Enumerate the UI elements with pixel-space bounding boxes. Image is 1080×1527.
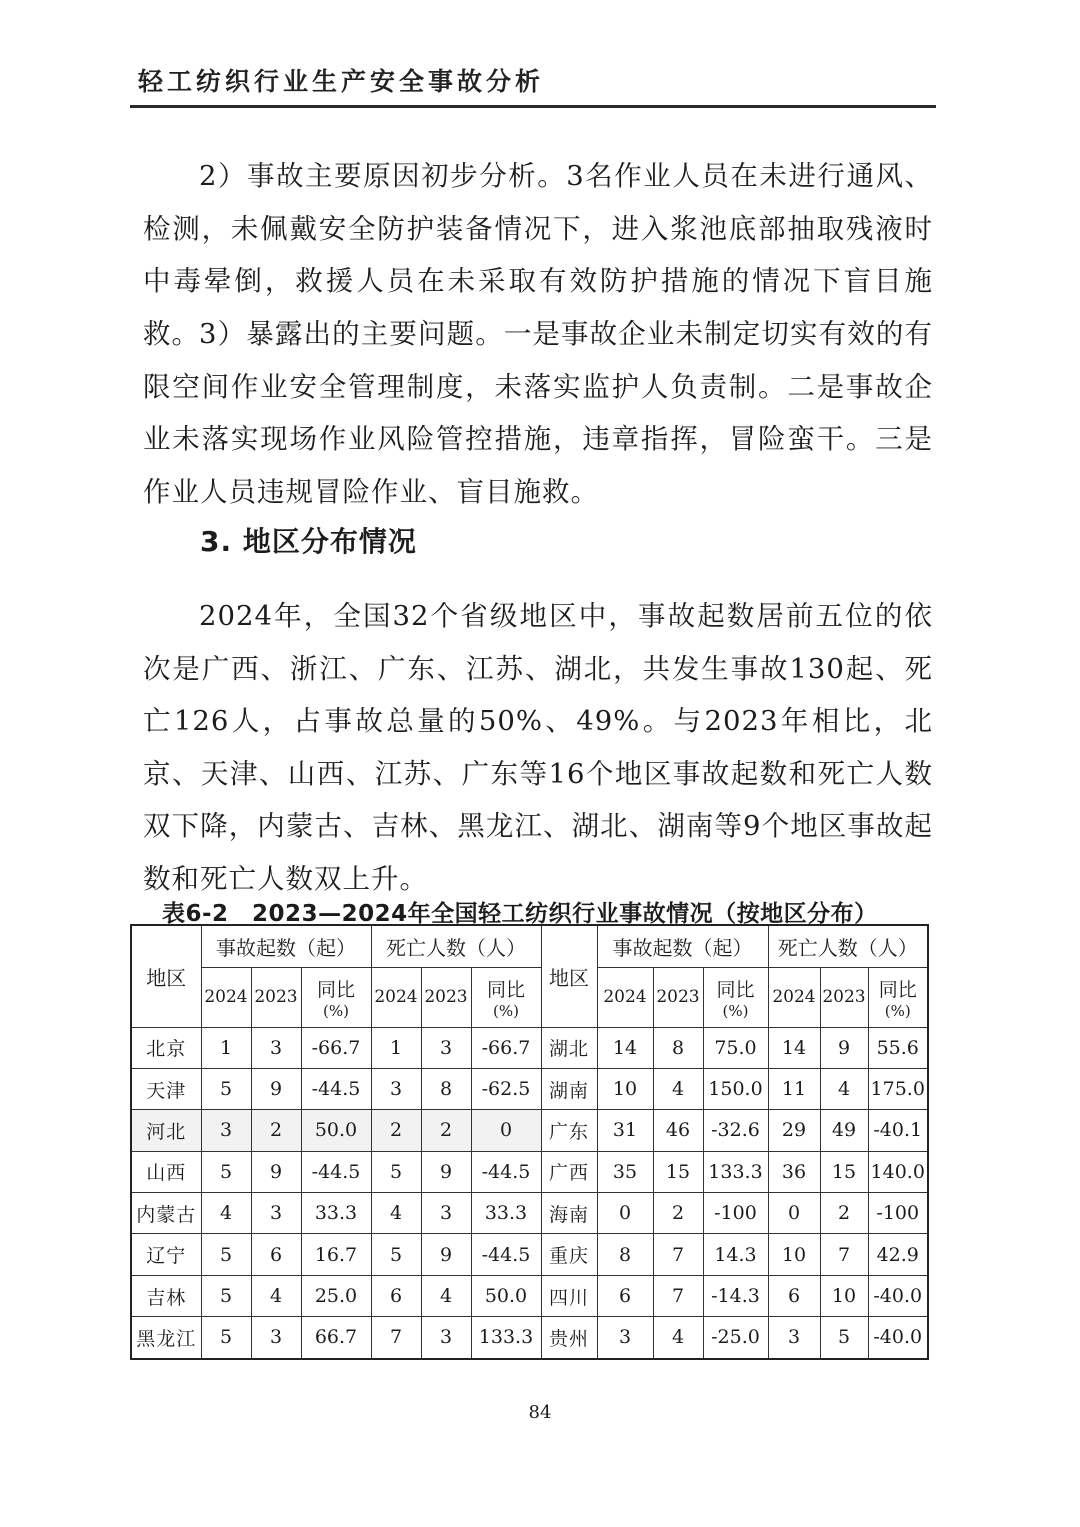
value-cell: 10 bbox=[820, 1275, 868, 1316]
value-cell: 175.0 bbox=[868, 1068, 928, 1109]
value-cell: 5 bbox=[201, 1068, 251, 1109]
region-cell: 北京 bbox=[131, 1027, 201, 1068]
value-cell: 7 bbox=[653, 1234, 703, 1275]
value-cell: -44.5 bbox=[471, 1151, 541, 1192]
value-cell: 150.0 bbox=[703, 1068, 768, 1109]
value-cell: 3 bbox=[371, 1068, 421, 1109]
region-cell: 广西 bbox=[541, 1151, 597, 1192]
region-cell: 河北 bbox=[131, 1110, 201, 1151]
region-cell: 贵州 bbox=[541, 1317, 597, 1359]
value-cell: 4 bbox=[421, 1275, 471, 1316]
paragraph-regional-distribution: 2024年，全国32个省级地区中，事故起数居前五位的依次是广西、浙江、广东、江苏、湖北，共发生事故130起、死亡126人，占事故总量的50%、49%。与2023年相比，北京、天津、山西、江苏、广东等16个地区事故起数和死亡人数双下降，内蒙古、吉林、黑龙江、湖北、湖南等9个地区事故起数和死亡人数双上升。 bbox=[143, 600, 933, 895]
value-cell: 3 bbox=[421, 1027, 471, 1068]
table-row bbox=[131, 1275, 928, 1316]
value-cell: 46 bbox=[653, 1110, 703, 1151]
header-yoy-label: 同比 bbox=[486, 978, 525, 1001]
value-cell: 3 bbox=[421, 1193, 471, 1234]
value-cell: 4 bbox=[251, 1275, 301, 1316]
region-cell: 广东 bbox=[541, 1110, 597, 1151]
value-cell: 25.0 bbox=[301, 1275, 371, 1316]
header-yoy bbox=[868, 967, 928, 1027]
header-yoy bbox=[301, 967, 371, 1027]
value-cell: 2 bbox=[820, 1193, 868, 1234]
value-cell: 7 bbox=[820, 1234, 868, 1275]
value-cell: 133.3 bbox=[471, 1317, 541, 1359]
value-cell: 9 bbox=[251, 1151, 301, 1192]
value-cell: 5 bbox=[371, 1151, 421, 1192]
value-cell: -62.5 bbox=[471, 1068, 541, 1109]
value-cell: 5 bbox=[371, 1234, 421, 1275]
value-cell: 75.0 bbox=[703, 1027, 768, 1068]
value-cell: 2 bbox=[653, 1193, 703, 1234]
table-caption: 表6-2 2023—2024年全国轻工纺织行业事故情况（按地区分布） bbox=[162, 901, 878, 927]
table-row bbox=[131, 1193, 928, 1234]
value-cell: 4 bbox=[820, 1068, 868, 1109]
value-cell: 5 bbox=[201, 1275, 251, 1316]
table-body bbox=[131, 1027, 928, 1359]
region-cell: 山西 bbox=[131, 1151, 201, 1192]
value-cell: 6 bbox=[251, 1234, 301, 1275]
value-cell: 3 bbox=[421, 1317, 471, 1359]
value-cell: 8 bbox=[653, 1027, 703, 1068]
value-cell: 4 bbox=[653, 1068, 703, 1109]
header-region-right: 地区 bbox=[541, 925, 597, 1027]
value-cell: 49 bbox=[820, 1110, 868, 1151]
value-cell: 6 bbox=[371, 1275, 421, 1316]
value-cell: 4 bbox=[653, 1317, 703, 1359]
value-cell: 5 bbox=[201, 1317, 251, 1359]
value-cell: -44.5 bbox=[471, 1234, 541, 1275]
region-cell: 海南 bbox=[541, 1193, 597, 1234]
header-deaths-right: 死亡人数（人） bbox=[768, 925, 928, 967]
region-cell: 黑龙江 bbox=[131, 1317, 201, 1359]
running-header-title: 轻工纺织行业生产安全事故分析 bbox=[138, 67, 545, 96]
value-cell: 33.3 bbox=[301, 1193, 371, 1234]
page-number: 84 bbox=[528, 1402, 552, 1423]
value-cell: -66.7 bbox=[471, 1027, 541, 1068]
header-deaths-left: 死亡人数（人） bbox=[371, 925, 541, 967]
value-cell: 6 bbox=[597, 1275, 653, 1316]
value-cell: 66.7 bbox=[301, 1317, 371, 1359]
value-cell: 0 bbox=[597, 1193, 653, 1234]
value-cell: 10 bbox=[597, 1068, 653, 1109]
section-heading-regional: 3. 地区分布情况 bbox=[200, 525, 417, 558]
value-cell: -40.0 bbox=[868, 1275, 928, 1316]
header-year-2023: 2023 bbox=[251, 967, 301, 1027]
value-cell: 1 bbox=[371, 1027, 421, 1068]
header-divider bbox=[130, 105, 936, 108]
value-cell: -40.0 bbox=[868, 1317, 928, 1359]
value-cell: 14 bbox=[768, 1027, 820, 1068]
value-cell: -14.3 bbox=[703, 1275, 768, 1316]
value-cell: 5 bbox=[201, 1151, 251, 1192]
value-cell: -100 bbox=[868, 1193, 928, 1234]
value-cell: 0 bbox=[471, 1110, 541, 1151]
value-cell: 4 bbox=[371, 1193, 421, 1234]
value-cell: 7 bbox=[653, 1275, 703, 1316]
value-cell: -100 bbox=[703, 1193, 768, 1234]
value-cell: 5 bbox=[820, 1317, 868, 1359]
value-cell: 8 bbox=[597, 1234, 653, 1275]
value-cell: 7 bbox=[371, 1317, 421, 1359]
header-year-2024: 2024 bbox=[201, 967, 251, 1027]
value-cell: 6 bbox=[768, 1275, 820, 1316]
value-cell: 3 bbox=[251, 1193, 301, 1234]
header-accidents-left: 事故起数（起） bbox=[201, 925, 371, 967]
paragraph-exposed-issues: 3）暴露出的主要问题。一是事故企业未制定切实有效的有限空间作业安全管理制度，未落实监护人负责制。二是事故企业未落实现场作业风险管控措施，违章指挥，冒险蛮干。三是作业人员违规冒险作业、盲目施救。 bbox=[143, 318, 933, 508]
value-cell: 35 bbox=[597, 1151, 653, 1192]
header-yoy-unit: (%) bbox=[323, 1001, 349, 1020]
value-cell: -40.1 bbox=[868, 1110, 928, 1151]
value-cell: 3 bbox=[768, 1317, 820, 1359]
value-cell: -32.6 bbox=[703, 1110, 768, 1151]
header-year-2023: 2023 bbox=[653, 967, 703, 1027]
header-year-2023: 2023 bbox=[820, 967, 868, 1027]
value-cell: 11 bbox=[768, 1068, 820, 1109]
value-cell: -44.5 bbox=[301, 1151, 371, 1192]
value-cell: 3 bbox=[251, 1317, 301, 1359]
header-yoy-label: 同比 bbox=[878, 978, 917, 1001]
value-cell: 31 bbox=[597, 1110, 653, 1151]
value-cell: 5 bbox=[201, 1234, 251, 1275]
value-cell: 2 bbox=[371, 1110, 421, 1151]
region-cell: 吉林 bbox=[131, 1275, 201, 1316]
value-cell: 55.6 bbox=[868, 1027, 928, 1068]
region-cell: 内蒙古 bbox=[131, 1193, 201, 1234]
header-year-2023: 2023 bbox=[421, 967, 471, 1027]
header-year-2024: 2024 bbox=[597, 967, 653, 1027]
header-yoy bbox=[471, 967, 541, 1027]
table-row bbox=[131, 1151, 928, 1192]
header-year-2024: 2024 bbox=[371, 967, 421, 1027]
header-yoy-label: 同比 bbox=[716, 978, 755, 1001]
region-cell: 天津 bbox=[131, 1068, 201, 1109]
header-year-2024: 2024 bbox=[768, 967, 820, 1027]
table-row bbox=[131, 1110, 928, 1151]
value-cell: 29 bbox=[768, 1110, 820, 1151]
value-cell: 9 bbox=[421, 1234, 471, 1275]
header-accidents-right: 事故起数（起） bbox=[597, 925, 768, 967]
region-cell: 湖南 bbox=[541, 1068, 597, 1109]
value-cell: 140.0 bbox=[868, 1151, 928, 1192]
value-cell: 2 bbox=[421, 1110, 471, 1151]
header-yoy-unit: (%) bbox=[884, 1001, 911, 1020]
value-cell: 36 bbox=[768, 1151, 820, 1192]
value-cell: 33.3 bbox=[471, 1193, 541, 1234]
regional-accident-table bbox=[130, 924, 929, 1360]
value-cell: 15 bbox=[820, 1151, 868, 1192]
table-row bbox=[131, 1317, 928, 1359]
value-cell: 50.0 bbox=[471, 1275, 541, 1316]
region-cell: 四川 bbox=[541, 1275, 597, 1316]
value-cell: -66.7 bbox=[301, 1027, 371, 1068]
value-cell: 9 bbox=[251, 1068, 301, 1109]
value-cell: 3 bbox=[251, 1027, 301, 1068]
value-cell: 14 bbox=[597, 1027, 653, 1068]
value-cell: 16.7 bbox=[301, 1234, 371, 1275]
value-cell: -44.5 bbox=[301, 1068, 371, 1109]
value-cell: 42.9 bbox=[868, 1234, 928, 1275]
paragraph-accident-cause: 2）事故主要原因初步分析。3名作业人员在未进行通风、检测，未佩戴安全防护装备情况下，进入浆池底部抽取残液时中毒晕倒，救援人员在未采取有效防护措施的情况下盲目施救。 bbox=[143, 160, 933, 350]
value-cell: 3 bbox=[201, 1110, 251, 1151]
value-cell: 10 bbox=[768, 1234, 820, 1275]
value-cell: 15 bbox=[653, 1151, 703, 1192]
header-yoy-unit: (%) bbox=[722, 1001, 749, 1020]
value-cell: 133.3 bbox=[703, 1151, 768, 1192]
table-row bbox=[131, 1027, 928, 1068]
value-cell: 0 bbox=[768, 1193, 820, 1234]
value-cell: 50.0 bbox=[301, 1110, 371, 1151]
value-cell: 4 bbox=[201, 1193, 251, 1234]
header-yoy bbox=[703, 967, 768, 1027]
region-cell: 湖北 bbox=[541, 1027, 597, 1068]
region-cell: 辽宁 bbox=[131, 1234, 201, 1275]
value-cell: -25.0 bbox=[703, 1317, 768, 1359]
value-cell: 1 bbox=[201, 1027, 251, 1068]
region-cell: 重庆 bbox=[541, 1234, 597, 1275]
header-region-left: 地区 bbox=[131, 925, 201, 1027]
value-cell: 9 bbox=[421, 1151, 471, 1192]
value-cell: 2 bbox=[251, 1110, 301, 1151]
header-yoy-label: 同比 bbox=[316, 978, 355, 1001]
table-row bbox=[131, 1234, 928, 1275]
value-cell: 8 bbox=[421, 1068, 471, 1109]
table-row bbox=[131, 1068, 928, 1109]
value-cell: 14.3 bbox=[703, 1234, 768, 1275]
value-cell: 9 bbox=[820, 1027, 868, 1068]
value-cell: 3 bbox=[597, 1317, 653, 1359]
header-yoy-unit: (%) bbox=[493, 1001, 519, 1020]
